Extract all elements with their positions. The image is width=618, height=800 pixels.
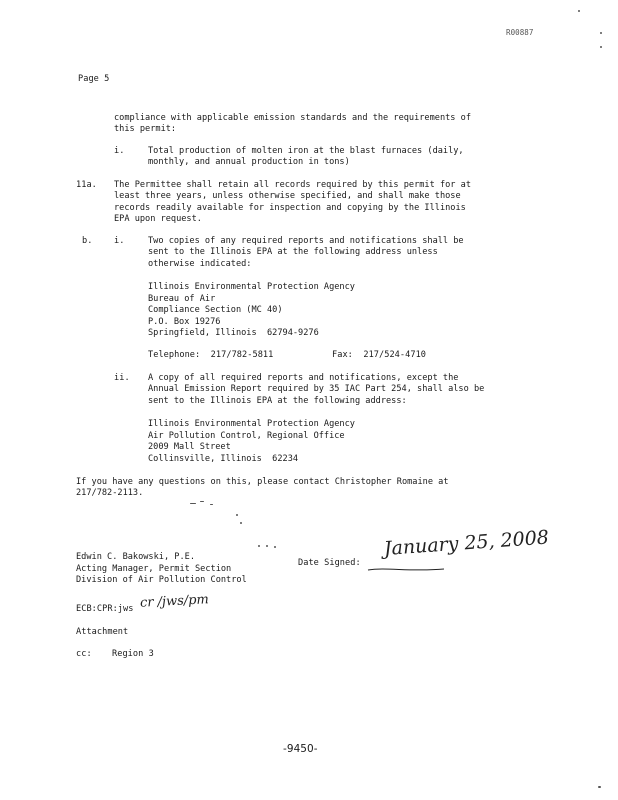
attachment-label: Attachment bbox=[76, 627, 129, 637]
telephone-line: Telephone: 217/782-5811 bbox=[148, 350, 274, 360]
signatory-title: Acting Manager, Permit Section bbox=[76, 563, 232, 574]
closing-line: If you have any questions on this, please contact Christopher Romaine at bbox=[76, 477, 449, 487]
date-signed-label: Date Signed: bbox=[298, 558, 361, 568]
signatory-block bbox=[76, 552, 247, 587]
address-line: Illinois Environmental Protection Agency bbox=[148, 282, 355, 292]
address-line: 2009 Mall Street bbox=[148, 442, 231, 453]
paragraph-line: this permit: bbox=[114, 124, 177, 135]
item-marker-i: i. bbox=[114, 146, 125, 156]
closing-line: 217/782-2113. bbox=[76, 488, 144, 499]
address-line: Compliance Section (MC 40) bbox=[148, 305, 283, 316]
address-line: Illinois Environmental Protection Agency bbox=[148, 419, 355, 429]
page-number: -9450- bbox=[283, 743, 318, 755]
item-marker-b-ii: ii. bbox=[114, 373, 130, 383]
item-i-text bbox=[148, 146, 464, 169]
item-line: sent to the Illinois EPA at the following address: bbox=[148, 395, 407, 406]
item-line: monthly, and annual production in tons) bbox=[148, 157, 350, 168]
cc-value: Region 3 bbox=[112, 649, 154, 659]
address-line: Bureau of Air bbox=[148, 293, 216, 304]
item-line: EPA upon request. bbox=[114, 214, 202, 225]
springfield-address bbox=[148, 282, 355, 340]
handwritten-initials: cr /jws/pm bbox=[139, 592, 210, 611]
document-id: R00887 bbox=[506, 28, 534, 37]
compliance-paragraph bbox=[114, 113, 471, 136]
collinsville-address bbox=[148, 419, 355, 465]
item-line: Annual Emission Report required by 35 IAC Part 254, shall also be bbox=[148, 384, 485, 395]
item-line: otherwise indicated: bbox=[148, 258, 252, 269]
item-line: records readily available for inspection and copying by the Illinois bbox=[114, 202, 466, 213]
address-line: P.O. Box 19276 bbox=[148, 316, 221, 327]
page-label: Page 5 bbox=[78, 74, 110, 84]
item-marker-11a: 11a. bbox=[76, 180, 97, 190]
paragraph-line: compliance with applicable emission standards and the requirements of bbox=[114, 113, 471, 123]
address-line: Air Pollution Control, Regional Office bbox=[148, 430, 345, 441]
signatory-name: Edwin C. Bakowski, P.E. bbox=[76, 552, 195, 562]
item-line: The Permittee shall retain all records required by this permit for at bbox=[114, 180, 471, 190]
handwritten-date: January 25, 2008 bbox=[383, 526, 550, 560]
item-b-ii-text bbox=[148, 373, 484, 407]
typist-initials: ECB:CPR:jws bbox=[76, 604, 134, 614]
item-11a-text bbox=[114, 180, 471, 226]
item-line: least three years, unless otherwise specified, and shall make those bbox=[114, 191, 461, 202]
address-line: Collinsville, Illinois 62234 bbox=[148, 453, 299, 464]
signatory-division: Division of Air Pollution Control bbox=[76, 575, 247, 586]
item-marker-b-i: i. bbox=[114, 236, 125, 246]
date-underline bbox=[366, 564, 446, 576]
closing-paragraph bbox=[76, 477, 449, 500]
item-line: sent to the Illinois EPA at the following address unless bbox=[148, 247, 438, 258]
item-b-i-text bbox=[148, 236, 464, 270]
item-line: A copy of all required reports and notifications, except the bbox=[148, 373, 459, 383]
item-line: Total production of molten iron at the blast furnaces (daily, bbox=[148, 146, 464, 156]
cc-label: cc: bbox=[76, 649, 92, 659]
fax-line: Fax: 217/524-4710 bbox=[332, 350, 427, 360]
item-marker-b: b. bbox=[82, 236, 93, 246]
item-line: Two copies of any required reports and notifications shall be bbox=[148, 236, 464, 246]
address-line: Springfield, Illinois 62794-9276 bbox=[148, 328, 319, 339]
